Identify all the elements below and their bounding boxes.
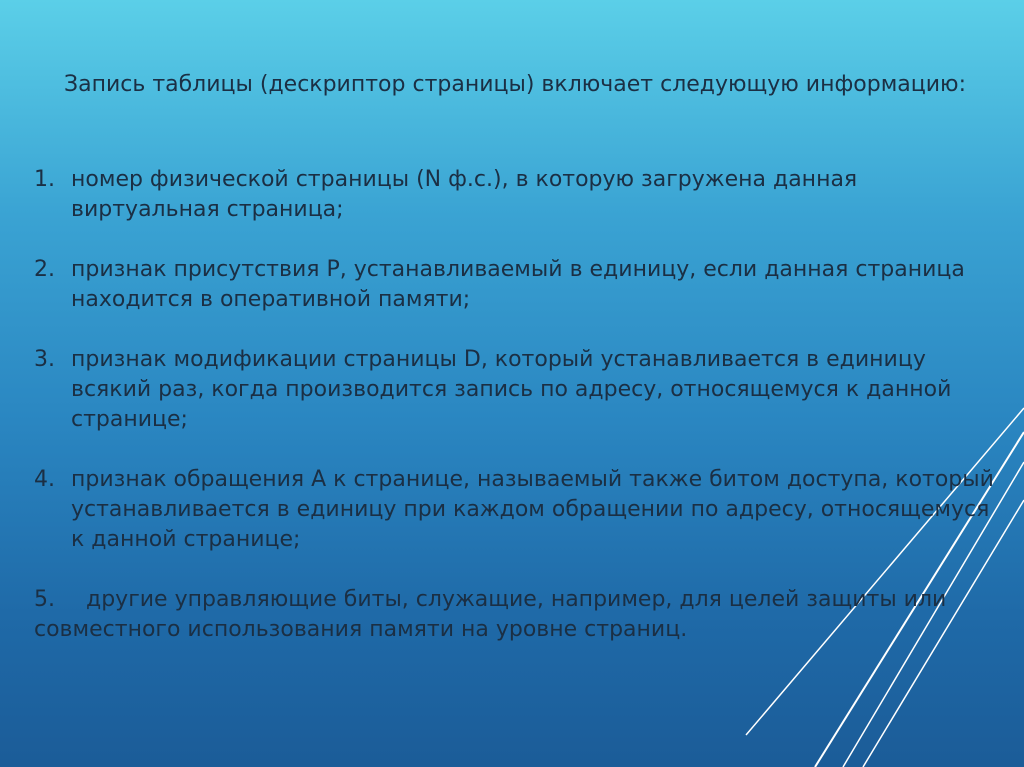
item-text: признак модификации страницы D, который устанавливается в единицу всякий раз, когда производится запись по адресу, относящемуся к данной странице; [71,347,952,432]
list-item-5 [34,585,994,645]
list-item-3 [34,345,994,435]
item-list [34,165,994,645]
item-number: 4. [34,467,55,492]
item-text: признак обращения А к странице, называемый также битом доступа, который устанавливается в единицу при каждом обращении по адресу, относящемуся к данной странице; [71,467,994,552]
slide-heading: Запись таблицы (дескриптор страницы) включает следующую информацию: [64,72,966,97]
item-text: номер физической страницы (N ф.с.), в которую загружена данная виртуальная страница; [71,167,858,222]
item-number: 2. [34,257,55,282]
list-item-4 [34,465,994,555]
item-text: другие управляющие биты, служащие, например, для целей защиты или совместного использования памяти на уровне страниц. [34,587,947,642]
item-number: 5. [34,587,55,612]
item-number: 1. [34,167,55,192]
item-number: 3. [34,347,55,372]
item-text: признак присутствия Р, устанавливаемый в единицу, если данная страница находится в оперативной памяти; [71,257,965,312]
list-item-2 [34,255,994,315]
list-item-1 [34,165,994,225]
